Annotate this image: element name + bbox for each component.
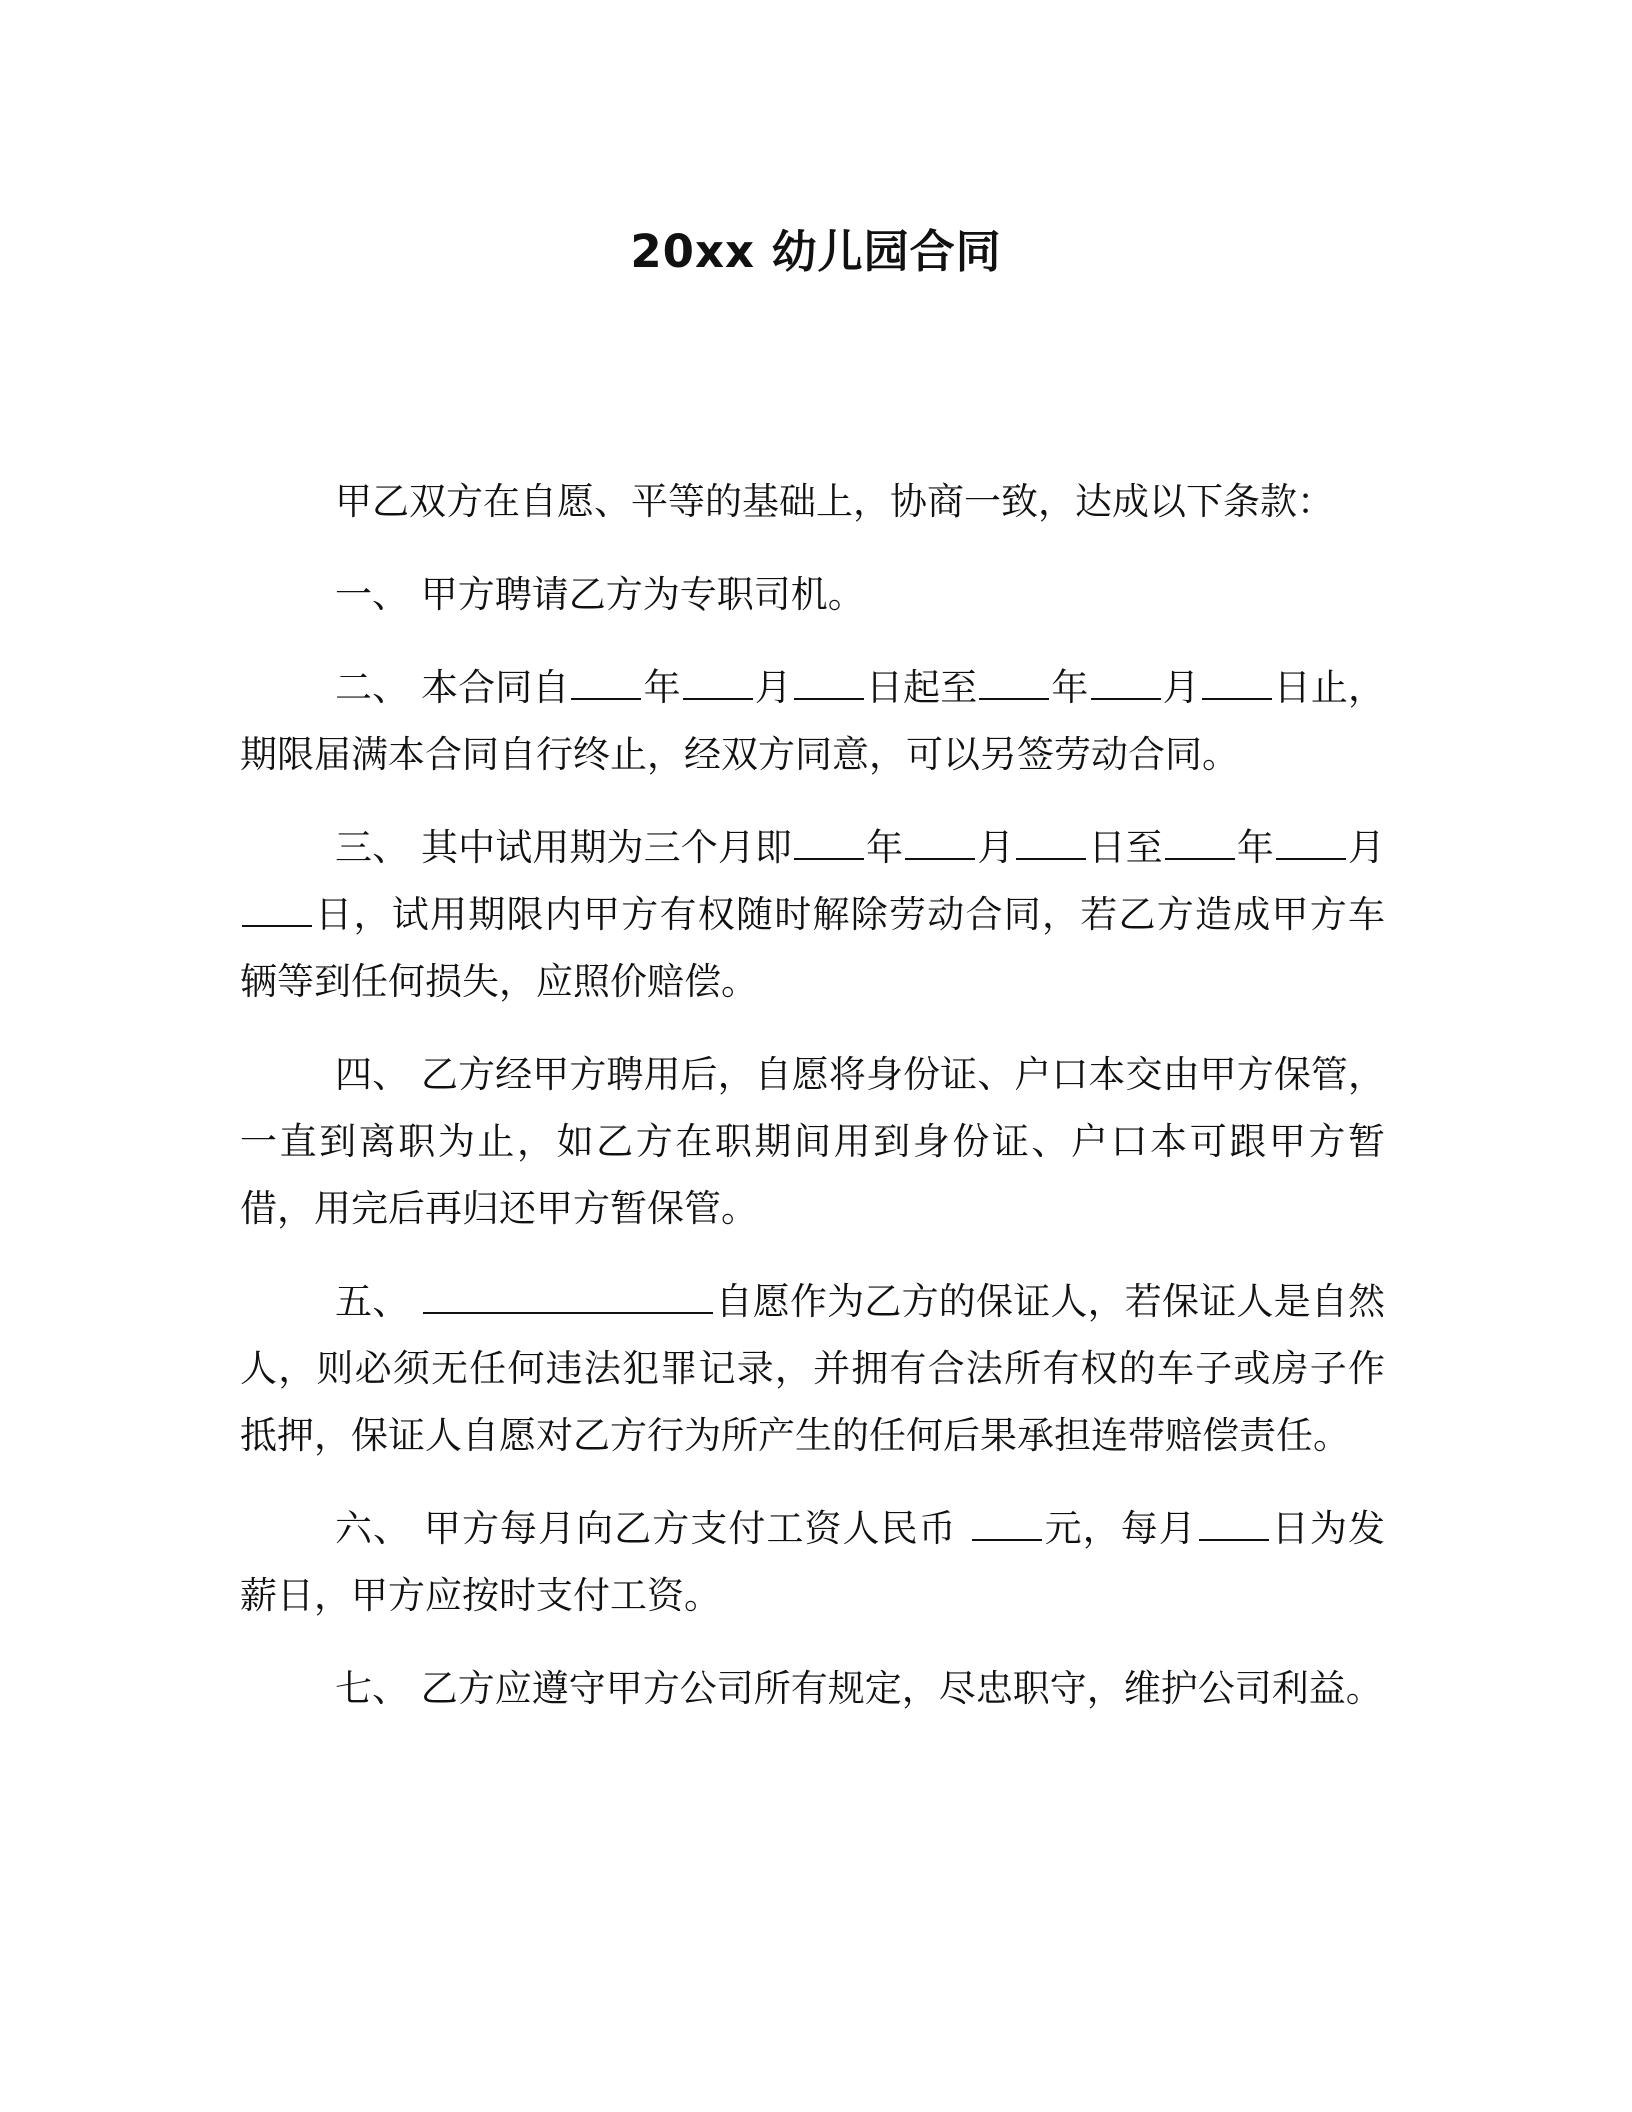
clause-3-text-f: 月 [1347,826,1386,869]
clause-3-text-c: 月 [977,826,1015,869]
blank-guarantor-name [423,1282,713,1314]
blank-trial-day-end [242,895,312,927]
clause-5-text-b: 自愿作为乙方的保证人，若保证人是自然人，则必须无任何违法犯罪记录，并拥有合法所有权的车子或房子作抵押，保证人自愿对乙方行为所产生的任何后果承担连带赔偿责任。 [240,1280,1386,1457]
blank-trial-year-end [1165,828,1235,860]
clause-2 [240,654,1385,788]
clause-2-text-f: 月 [1162,666,1200,709]
clause-3 [240,814,1385,1015]
blank-month-end [1091,668,1161,700]
blank-day-start [794,668,864,700]
clause-5 [240,1268,1385,1469]
clause-2-text-a: 二、 本合同自 [335,666,570,709]
clause-3-text-g: 日，试用期限内甲方有权随时解除劳动合同，若乙方造成甲方车辆等到任何损失，应照价赔偿。 [240,893,1385,1003]
clause-3-text-a: 三、 其中试用期为三个月即 [335,826,793,869]
clause-7: 七、 乙方应遵守甲方公司所有规定，尽忠职守，维护公司利益。 [335,1667,1383,1710]
clause-6-text-b: 元，每月 [1043,1507,1197,1550]
clause-6-text-c: 日为发薪日，甲方应按时支付工资。 [240,1507,1386,1617]
clause-6 [240,1495,1385,1629]
blank-salary-amount [972,1509,1042,1541]
clause-1: 一、 甲方聘请乙方为专职司机。 [335,573,865,616]
clause-4: 四、 乙方经甲方聘用后，自愿将身份证、户口本交由甲方保管，一直到离职为止，如乙方在职期间用到身份证、户口本可跟甲方暂借，用完后再归还甲方暂保管。 [240,1053,1385,1230]
clause-2-text-b: 年 [643,666,681,709]
blank-year-end [979,668,1049,700]
document-title: 20xx 幼儿园合同 [630,225,1002,278]
paragraph-intro: 甲乙双方在自愿、平等的基础上，协商一致，达成以下条款： [335,480,1334,523]
clause-3-text-d: 日至 [1088,826,1163,869]
clause-2-text-g: 日止，期限届满本合同自行终止，经双方同意，可以另签劳动合同。 [240,666,1386,776]
blank-year-start [571,668,641,700]
clause-2-text-e: 年 [1051,666,1089,709]
blank-trial-year-start [794,828,864,860]
clause-3-text-e: 年 [1236,826,1274,869]
blank-trial-month-end [1276,828,1346,860]
clause-2-text-d: 日起至 [865,666,978,709]
blank-month-start [683,668,753,700]
blank-trial-day-start [1016,828,1086,860]
blank-pay-day [1199,1509,1269,1541]
clause-3-text-b: 年 [866,826,904,869]
clause-6-text-a: 六、 甲方每月向乙方支付工资人民币 [335,1507,970,1550]
blank-day-end [1202,668,1272,700]
clause-5-text-a: 五、 [335,1280,422,1323]
clause-2-text-c: 月 [754,666,792,709]
document-body [240,468,1385,1748]
blank-trial-month-start [905,828,975,860]
